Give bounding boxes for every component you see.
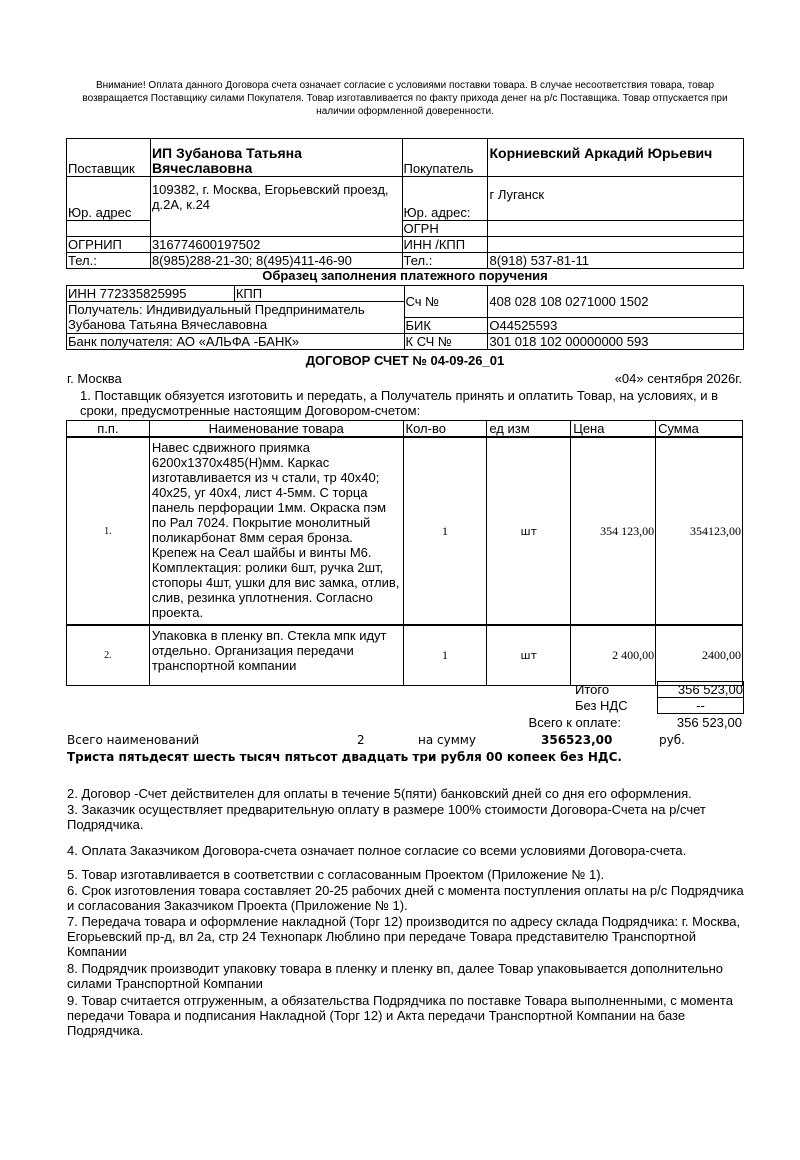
supplier-phone: 8(985)288-21-30; 8(495)411-46-90 (150, 253, 402, 269)
vat-value: -- (657, 697, 744, 714)
corr-value: 301 018 102 00000000 593 (488, 334, 744, 350)
amount-in-words: Триста пятьдесят шесть тысяч пятьсот двадцать три рубля 00 копеек без НДС. (67, 750, 622, 764)
row-number: 1. (67, 437, 150, 625)
item-price: 354 123,00 (571, 437, 656, 625)
clause-7: 7. Передача товара и оформление накладной (Торг 12) производится по адресу склада Подрядчика: г. Москва, Егорьевский пр-д, вл 2а, стр 24 Технопарк Люблино при передаче Товара представителю Транспортной Компании (67, 914, 741, 959)
row-number: 2. (67, 625, 150, 685)
buyer-phone: 8(918) 537-81-11 (488, 253, 744, 269)
header-sum: Сумма (656, 421, 743, 438)
header-price: Цена (571, 421, 656, 438)
empty-cell (67, 221, 151, 237)
due-label: Всего к оплате: (528, 715, 621, 730)
buyer-phone-label: Тел.: (402, 253, 488, 269)
count-label: Всего наименований (67, 733, 200, 747)
header-name: Наименование товара (149, 421, 403, 438)
item-unit: шт (487, 437, 571, 625)
item-unit: шт (487, 625, 571, 685)
sum-label: на сумму (418, 733, 476, 747)
supplier-label: Поставщик (67, 139, 151, 177)
supplier-address: 109382, г. Москва, Егорьевский проезд, д.2А, к.24 (150, 177, 402, 237)
clause-6: 6. Срок изготовления товара составляет 20-25 рабочих дней с момента поступления оплаты на р/с Подрядчика и согласования Заказчиком Проекта (Приложение № 1). (67, 883, 744, 913)
item-name: Упаковка в пленку вп. Стекла мпк идут отдельно. Организация передачи транспортной компании (149, 625, 403, 685)
due-value: 356 523,00 (676, 715, 742, 730)
currency: руб. (659, 733, 685, 747)
parties-table (66, 138, 744, 269)
account-value: 408 028 108 0271000 1502 (488, 286, 744, 318)
buyer-label: Покупатель (402, 139, 488, 177)
item-sum: 2400,00 (656, 625, 743, 685)
clause-1: 1. Поставщик обязуется изготовить и передать, а Получатель принять и оплатить Товар, на условиях, и в сроки, предусмотренные настоящим Договором-счетом: (80, 388, 719, 418)
inn-value: ИНН 772335825995 (67, 286, 235, 302)
count-value: 2 (357, 733, 365, 747)
bank-details-table (66, 285, 744, 350)
notice-text: Внимание! Оплата данного Договора счета означает согласие с условиями поставки товара. В случае несоответствия товара, товар возвращается Поставщику силами Покупателя. Товар изготавливается по факту прихода денег на р/с Поставщика. Товар отпускается при наличии оформленной доверенности. (82, 80, 728, 117)
account-label: Сч № (404, 286, 488, 318)
item-qty: 1 (403, 437, 487, 625)
table-row (67, 437, 743, 625)
legal-address-label: Юр. адрес (67, 177, 151, 221)
ogrn-label: ОГРН (402, 221, 488, 237)
buyer-name: Корниевский Аркадий Юрьевич (488, 139, 744, 177)
kpp-label: КПП (234, 286, 404, 302)
table-row (67, 625, 743, 685)
ogrnip-label: ОГРНИП (67, 237, 151, 253)
header-qty: Кол-во (403, 421, 487, 438)
supplier-ogrnip: 316774600197502 (150, 237, 402, 253)
header-unit: ед изм (487, 421, 571, 438)
item-qty: 1 (403, 625, 487, 685)
bik-label: БИК (404, 318, 488, 334)
recipient: Получатель: Индивидуальный Предприниматель Зубанова Татьяна Вячеславовна (67, 302, 405, 334)
buyer-inn-kpp (488, 237, 744, 253)
contract-title: ДОГОВОР СЧЕТ № 04-09-26_01 (305, 353, 505, 368)
vat-label: Без НДС (575, 698, 628, 713)
bik-value: О44525593 (488, 318, 744, 334)
clause-8: 8. Подрядчик производит упаковку товара в пленку и пленку вп, далее Товар упаковывается дополнительно силами Транспортной Компании (67, 961, 724, 991)
corr-label: К СЧ № (404, 334, 488, 350)
city: г. Москва (67, 371, 122, 386)
clause-9: 9. Товар считается отгруженным, а обязательства Подрядчика по поставке Товара выполненными, с момента передачи Товара и подписания Накладной (Торг 12) и Акта передачи Транспортной Компании на базе Подрядчика. (67, 993, 733, 1038)
item-sum: 354123,00 (656, 437, 743, 625)
total-label: Итого (575, 682, 610, 697)
buyer-ogrn (488, 221, 744, 237)
header-pp: п.п. (67, 421, 150, 438)
payment-sample-title: Образец заполнения платежного поручения (262, 268, 548, 283)
clause-2: 2. Договор -Счет действителен для оплаты в течение 5(пяти) банковский дней со дня его оформления. (67, 786, 692, 801)
clause-4: 4. Оплата Заказчиком Договора-счета означает полное согласие со всеми условиями Договора-счета. (67, 843, 687, 858)
sum-value: 356523,00 (541, 733, 613, 747)
total-value: 356 523,00 (657, 681, 744, 698)
phone-label: Тел.: (67, 253, 151, 269)
contract-date: «04» сентября 2026г. (614, 371, 742, 386)
item-name: Навес сдвижного приямка 6200х1370х485(Н)мм. Каркас изготавливается из ч стали, тр 40х40; 40х25, уг 40х4, лист 4-5мм. С торца панель перфорации 1мм. Окраска пэм по Рал 7024. Покрытие монолитный поликарбонат 8мм серая бронза. Крепеж на Сеал шайбы и винты М6. Комплектация: ролики 6шт, ручка 2шт, стопоры 4шт, ушки для вис замка, отлив, слив, резинка уплотнения. Согласно проекта. (149, 437, 403, 625)
buyer-address: г Луганск (488, 177, 744, 221)
item-price: 2 400,00 (571, 625, 656, 685)
buyer-legal-address-label: Юр. адрес: (402, 177, 488, 221)
clause-5: 5. Товар изготавливается в соответствии с согласованным Проектом (Приложение № 1). (67, 867, 605, 882)
supplier-name: ИП Зубанова Татьяна Вячеславовна (150, 139, 402, 177)
items-table (66, 420, 743, 686)
clause-3: 3. Заказчик осуществляет предварительную оплату в размере 100% стоимости Договора-Счета на р/счет Подрядчика. (67, 802, 706, 832)
bank-name: Банк получателя: АО «АЛЬФА -БАНК» (67, 334, 405, 350)
inn-kpp-label: ИНН /КПП (402, 237, 488, 253)
